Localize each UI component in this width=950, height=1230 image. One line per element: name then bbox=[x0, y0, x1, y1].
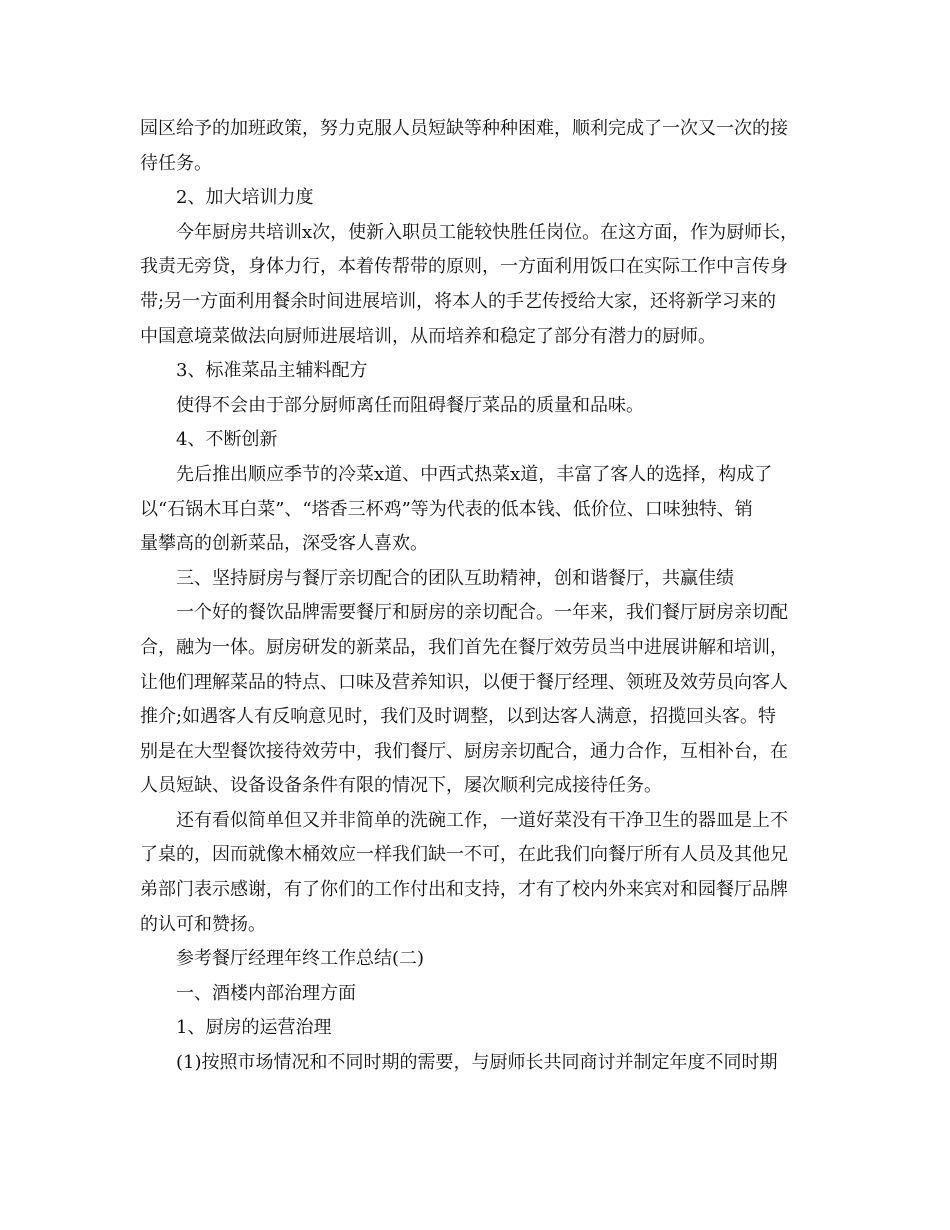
text-line: 3、标准菜品主辅料配方 bbox=[176, 360, 368, 382]
text-line: 待任务。 bbox=[140, 152, 212, 174]
text-line: 一、酒楼内部治理方面 bbox=[176, 982, 356, 1004]
text-line: 4、不断创新 bbox=[176, 429, 278, 451]
text-line: 量攀高的创新菜品，深受客人喜欢。 bbox=[140, 533, 428, 555]
text-line: 2、加大培训力度 bbox=[176, 187, 314, 209]
text-line: 以“石锅木耳白菜”、“塔香三杯鸡”等为代表的低本钱、低价位、口味独特、销 bbox=[140, 498, 753, 520]
text-line: 一个好的餐饮品牌需要餐厅和厨房的亲切配合。一年来，我们餐厅厨房亲切配 bbox=[176, 602, 788, 624]
text-line: 人员短缺、设备设备条件有限的情况下，屡次顺利完成接待任务。 bbox=[140, 775, 662, 797]
text-line: 园区给予的加班政策，努力克服人员短缺等种种困难，顺利完成了一次又一次的接 bbox=[140, 118, 788, 139]
text-line: 中国意境菜做法向厨师进展培训，从而培养和稳定了部分有潜力的厨师。 bbox=[140, 325, 716, 347]
text-line: 1、厨房的运营治理 bbox=[176, 1017, 332, 1039]
text-line: 还有看似简单但又并非简单的洗碗工作，一道好菜没有干净卫生的器皿是上不 bbox=[176, 809, 788, 831]
text-line: 让他们理解菜品的特点、口味及营养知识，以便于餐厅经理、领班及效劳员向客人 bbox=[140, 671, 788, 693]
text-line: 的认可和赞扬。 bbox=[140, 913, 266, 935]
text-line: 别是在大型餐饮接待效劳中，我们餐厅、厨房亲切配合，通力合作，互相补台，在 bbox=[140, 740, 788, 762]
text-line: 合，融为一体。厨房研发的新菜品，我们首先在餐厅效劳员当中进展讲解和培训， bbox=[140, 636, 788, 658]
text-line: 今年厨房共培训x次，使新入职员工能较快胜任岗位。在这方面，作为厨师长， bbox=[176, 221, 799, 243]
text-line: 先后推出顺应季节的冷菜x道、中西式热菜x道，丰富了客人的选择，构成了 bbox=[176, 463, 773, 485]
text-line: 弟部门表示感谢，有了你们的工作付出和支持，才有了校内外来宾对和园餐厅品牌 bbox=[140, 879, 788, 901]
document-body bbox=[140, 112, 812, 1081]
text-line: (1)按照市场情况和不同时期的需要，与厨师长共同商讨并制定年度不同时期 bbox=[176, 1052, 778, 1074]
text-line: 三、坚持厨房与餐厅亲切配合的团队互助精神，创和谐餐厅，共赢佳绩 bbox=[176, 567, 734, 589]
text-line: 参考餐厅经理年终工作总结(二) bbox=[176, 948, 425, 970]
text-line: 了桌的，因而就像木桶效应一样我们缺一不可，在此我们向餐厅所有人员及其他兄 bbox=[140, 844, 788, 866]
text-line: 使得不会由于部分厨师离任而阻碍餐厅菜品的质量和品味。 bbox=[176, 394, 644, 416]
text-line: 推介;如遇客人有反响意见时，我们及时调整，以到达客人满意，招揽回头客。特 bbox=[140, 706, 777, 728]
text-line: 我责无旁贷，身体力行，本着传帮带的原则，一方面利用饭口在实际工作中言传身 bbox=[140, 256, 788, 278]
text-line: 带;另一方面利用餐余时间进展培训，将本人的手艺传授给大家，还将新学习来的 bbox=[140, 290, 777, 312]
